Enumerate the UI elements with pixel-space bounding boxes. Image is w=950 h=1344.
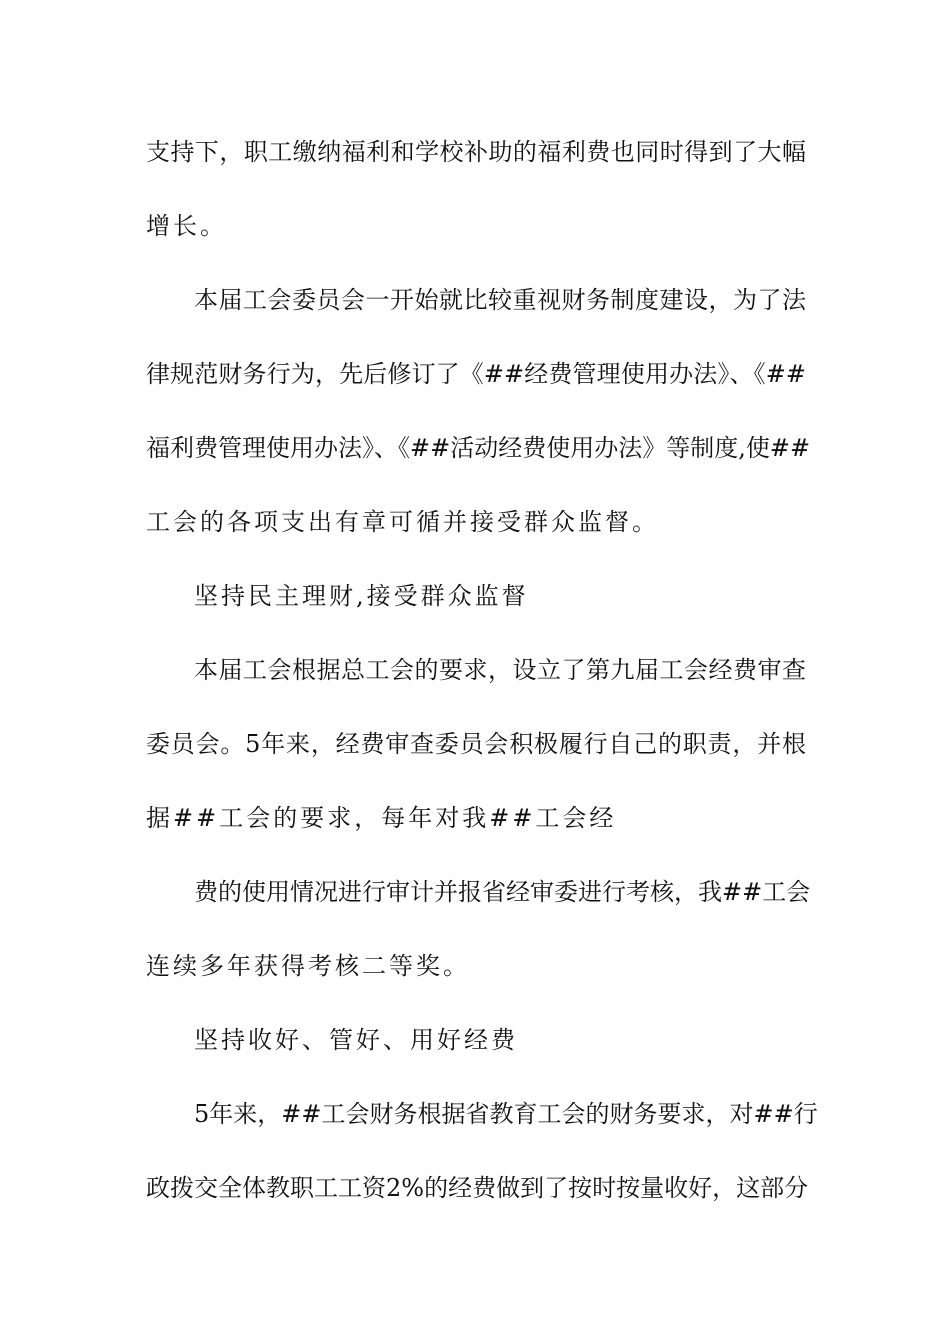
paragraph-line: 费的使用情况进行审计并报省经审委进行考核，我##工会 — [194, 878, 811, 906]
paragraph-line: 本届工会委员会一开始就比较重视财务制度建设，为了法 — [194, 286, 806, 314]
paragraph-line: 增长。 — [146, 212, 227, 240]
paragraph-line: 连续多年获得考核二等奖。 — [146, 952, 470, 980]
paragraph-line: 委员会。5年来，经费审查委员会积极履行自己的职责，并根 — [146, 730, 806, 758]
paragraph-line: 福利费管理使用办法》、《##活动经费使用办法》等制度,使## — [146, 434, 811, 462]
paragraph-line: 政拨交全体教职工工资2%的经费做到了按时按量收好，这部分 — [146, 1174, 809, 1202]
paragraph-line: 本届工会根据总工会的要求，设立了第九届工会经费审查 — [194, 656, 806, 684]
paragraph-line: 支持下，职工缴纳福利和学校补助的福利费也同时得到了大幅 — [146, 138, 806, 166]
section-heading: 坚持民主理财,接受群众监督 — [194, 582, 529, 610]
paragraph-line: 律规范财务行为，先后修订了《##经费管理使用办法》、《## — [146, 360, 806, 388]
paragraph-line: 据##工会的要求，每年对我##工会经 — [146, 804, 617, 832]
section-heading: 坚持收好、管好、用好经费 — [194, 1026, 518, 1054]
paragraph-line: 5年来，##工会财务根据省教育工会的财务要求，对##行 — [194, 1100, 818, 1128]
paragraph-line: 工会的各项支出有章可循并接受群众监督。 — [146, 508, 659, 536]
